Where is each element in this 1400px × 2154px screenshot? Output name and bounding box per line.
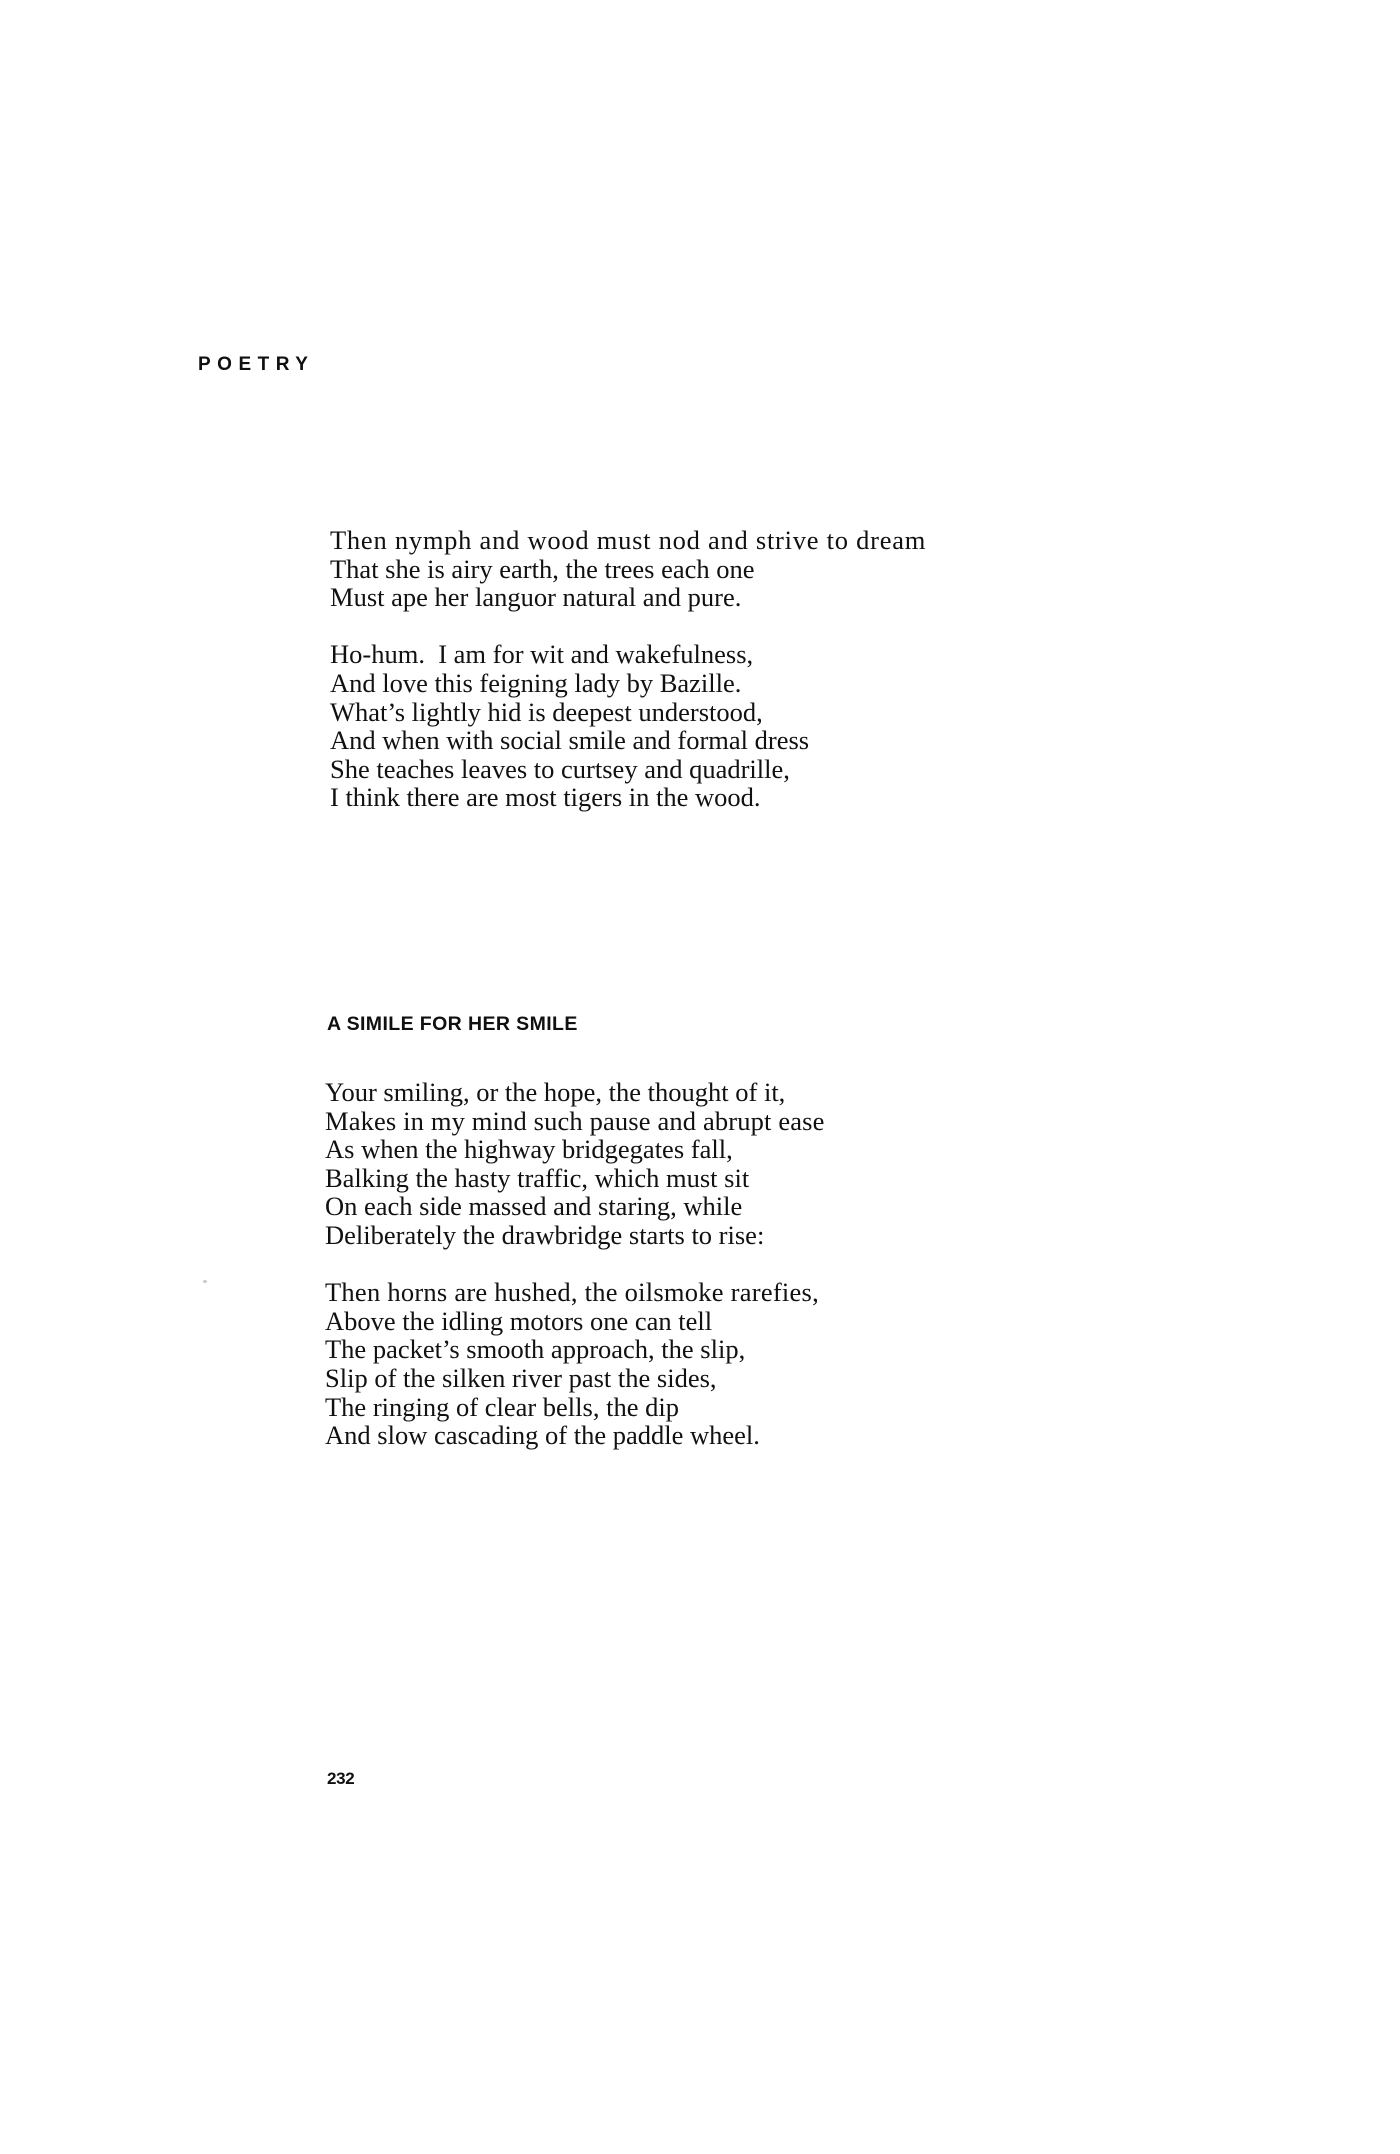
poem-line: She teaches leaves to curtsey and quadrille, [330,753,790,784]
stanza [330,640,1090,812]
poem-line: Then horns are hushed, the oilsmoke rarefies, [325,1277,819,1308]
poem-line: And slow cascading of the paddle wheel. [325,1420,760,1451]
poem-line: And love this feigning lady by Bazille. [330,667,742,698]
poem-body [325,1078,1085,1450]
poem-continued-body [330,526,1090,812]
poem-line: Your smiling, or the hope, the thought of it, [325,1077,786,1107]
poem-line: The packet’s smooth approach, the slip, [325,1334,746,1365]
poem-line: I think there are most tigers in the wood. [330,782,761,813]
poem-title: A SIMILE FOR HER SMILE [327,1013,578,1035]
poem-line: Makes in my mind such pause and abrupt ease [325,1105,825,1136]
poem-line: On each side massed and staring, while [325,1191,743,1222]
poem-line: What’s lightly hid is deepest understood, [330,696,763,727]
poem-line: Balking the hasty traffic, which must sit [325,1162,750,1193]
stanza [325,1278,1085,1450]
scan-speck-artifact [203,1280,207,1283]
poem-line: That she is airy earth, the trees each one [330,553,755,584]
stanza [325,1078,1085,1250]
stanza [330,526,1090,612]
poem-line: Above the idling motors one can tell [325,1305,713,1336]
poem-line: Slip of the silken river past the sides, [325,1362,717,1393]
poem-line: And when with social smile and formal dress [330,725,810,756]
poem-line: As when the highway bridgegates fall, [325,1134,733,1165]
poem-line: Deliberately the drawbridge starts to rise: [325,1219,765,1250]
poem-line: Then nymph and wood must nod and strive to dream [330,525,927,555]
poem-line: Ho-hum. I am for wit and wakefulness, [330,639,754,670]
poem-line: The ringing of clear bells, the dip [325,1391,679,1422]
running-head: POETRY [198,354,315,375]
page-number: 232 [327,1769,355,1788]
poem-line: Must ape her languor natural and pure. [330,582,742,613]
